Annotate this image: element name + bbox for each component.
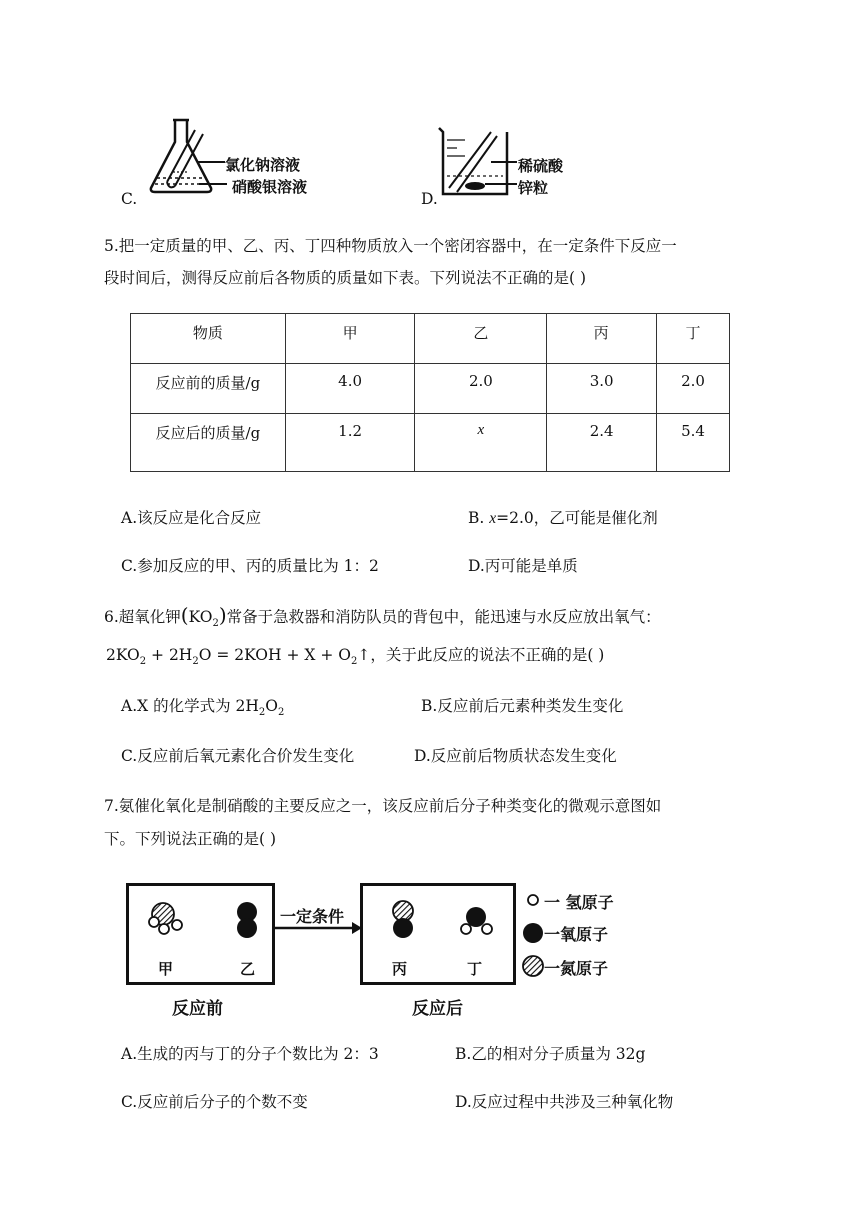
table-header-cell: 乙 — [415, 314, 547, 364]
legend-oxygen: 一氧原子 — [544, 925, 609, 944]
hydrogen-legend-icon — [528, 895, 538, 905]
q5-option-b-rest: =2.0，乙可能是催化剂 — [496, 509, 658, 527]
ko2-formula: KO — [188, 608, 213, 626]
oxygen-legend-icon — [523, 923, 543, 943]
table-cell: 2.0 — [657, 364, 730, 414]
q5-option-b — [468, 508, 658, 529]
eq-part: O = 2KOH + X + O — [198, 646, 351, 664]
condition-label: 一定条件 — [280, 907, 345, 926]
label-bing: 丙 — [392, 960, 408, 978]
before-label: 反应前 — [172, 999, 223, 1019]
eq-sub: 2 — [350, 656, 358, 668]
eq-part: + 2H — [146, 646, 193, 664]
table-header-cell: 丙 — [547, 314, 657, 364]
q7-stem-line2: 下。下列说法正确的是( ) — [104, 830, 277, 848]
q7-option-d: D.反应过程中共涉及三种氧化物 — [455, 1093, 674, 1111]
label-yi: 乙 — [240, 960, 256, 978]
q7-option-b: B.乙的相对分子质量为 32g — [455, 1045, 646, 1063]
q6-option-b: B.反应前后元素种类发生变化 — [421, 697, 624, 715]
q7-option-c: C.反应前后分子的个数不变 — [121, 1093, 308, 1111]
eq-sub: 2 — [192, 656, 199, 668]
flask-label-2: 硝酸银溶液 — [232, 178, 308, 196]
table-cell: 5.4 — [657, 414, 730, 472]
table-header-cell: 丁 — [657, 314, 730, 364]
table-cell: 2.0 — [415, 364, 547, 414]
table-row — [131, 364, 730, 414]
q5-option-b-prefix: B. — [468, 509, 490, 527]
q6-option-a-prefix: A.X 的化学式为 2H — [121, 697, 259, 715]
table-cell: 3.0 — [547, 364, 657, 414]
option-d-marker: D. — [421, 190, 438, 208]
ammonia-molecule — [149, 903, 182, 934]
q5-option-c: C.参加反应的甲、丙的质量比为 1：2 — [121, 557, 379, 575]
q5-option-b-var: x — [489, 510, 497, 527]
q6-option-d: D.反应前后物质状态发生变化 — [414, 747, 617, 765]
legend-nitrogen: 一氮原子 — [544, 959, 609, 978]
option-c-marker: C. — [121, 190, 138, 208]
after-label: 反应后 — [412, 999, 463, 1019]
table-cell: 1.2 — [285, 414, 415, 472]
label-ding: 丁 — [467, 960, 483, 978]
table-cell: 反应前的质量/g — [131, 364, 286, 414]
table-header-cell: 甲 — [285, 314, 415, 364]
oxygen-molecule — [237, 902, 257, 938]
arrow-icon — [352, 922, 362, 934]
legend-hydrogen: 一 氢原子 — [544, 893, 614, 912]
q6-equation-line — [106, 645, 604, 672]
q6-option-c: C.反应前后氧元素化合价发生变化 — [121, 747, 355, 765]
eq-rest: ，关于此反应的说法不正确的是( ) — [370, 646, 605, 664]
eq-sub: 2 — [139, 656, 147, 668]
beaker-label-2: 锌粒 — [518, 179, 549, 197]
eq-part: 2KO — [106, 646, 140, 664]
q5-stem-line1: 5.把一定质量的甲、乙、丙、丁四种物质放入一个密闭容器中，在一定条件下反应一 — [104, 237, 677, 255]
ko2-sub: 2 — [212, 618, 219, 630]
mass-table — [130, 313, 730, 472]
q6-stem-line1: 6.超氧化钾$(KO_2)$常备于急救器和消防队员的背包中，能迅速与水反应放出氧气： — [104, 603, 661, 630]
eq-sub: 2 — [277, 707, 285, 719]
table-header-cell: 物质 — [131, 314, 286, 364]
table-cell: x — [415, 414, 547, 472]
beaker-label-1: 稀硫酸 — [518, 157, 564, 175]
gas-arrow-icon: ↑ — [357, 646, 371, 664]
flask-label-1: 氯化钠溶液 — [225, 156, 301, 174]
q6-stem-rest: 常备于急救器和消防队员的背包中，能迅速与水反应放出氧气： — [226, 608, 661, 626]
table-cell: 2.4 — [547, 414, 657, 472]
q5-option-d: D.丙可能是单质 — [468, 557, 578, 575]
table-row — [131, 314, 730, 364]
q6-stem-prefix: 6.超氧化钾 — [104, 608, 181, 626]
q5-option-a: A.该反应是化合反应 — [121, 509, 262, 527]
eq-part: O — [265, 697, 278, 715]
table-cell: 反应后的质量/g — [131, 414, 286, 472]
q7-option-a: A.生成的丙与丁的分子个数比为 2：3 — [121, 1045, 379, 1063]
nitric-oxide-molecule — [393, 901, 413, 938]
q6-option-a — [121, 696, 284, 723]
q7-stem-line1: 7.氨催化氧化是制硝酸的主要反应之一，该反应前后分子种类变化的微观示意图如 — [104, 797, 662, 815]
q5-stem-line2: 段时间后，测得反应前后各物质的质量如下表。下列说法不正确的是( ) — [104, 269, 587, 287]
table-row — [131, 414, 730, 472]
water-molecule — [461, 907, 492, 934]
beaker-figure — [435, 122, 525, 200]
nitrogen-legend-icon — [523, 956, 543, 976]
table-cell: 4.0 — [285, 364, 415, 414]
eq-sub: 2 — [258, 707, 266, 719]
label-jia: 甲 — [158, 960, 174, 978]
